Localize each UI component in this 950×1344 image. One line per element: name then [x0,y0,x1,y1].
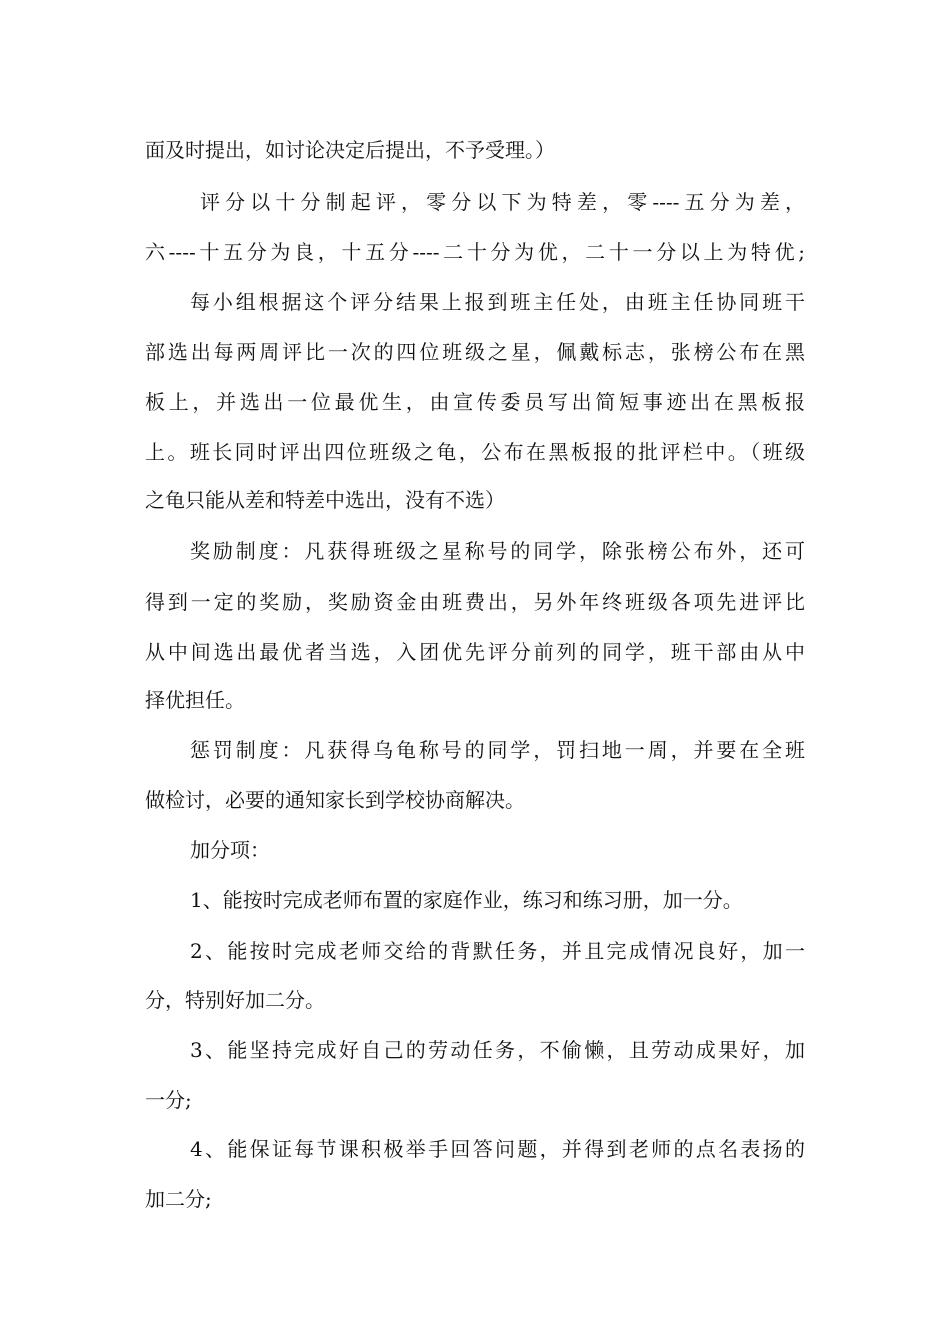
text-line: 部选出每两周评比一次的四位班级之星，佩戴标志，张榜公布在黑 [145,340,805,364]
text-line: 评分以十分制起评，零分以下为特差，零----五分为差， [200,190,805,214]
text-line: 奖励制度：凡获得班级之星称号的同学，除张榜公布外，还可 [190,539,805,563]
section-heading: 加分项： [190,838,270,862]
text-line: 一分; [145,1088,192,1112]
text-line: 六----十五分为良，十五分----二十分为优，二十一分以上为特优; [145,240,805,264]
list-item: 2、能按时完成老师交给的背默任务，并且完成情况良好，加一 [190,939,805,963]
text-line: 面及时提出，如讨论决定后提出，不予受理。） [145,138,555,162]
list-item: 3、能坚持完成好自己的劳动任务，不偷懒，且劳动成果好，加 [190,1038,805,1062]
text-line: 板上，并选出一位最优生，由宣传委员写出简短事迹出在黑板报 [145,390,805,414]
text-line: 分，特别好加二分。 [145,988,325,1012]
text-line: 从中间选出最优者当选，入团优先评分前列的同学，班干部由从中 [145,640,805,664]
text-line: 得到一定的奖励，奖励资金由班费出，另外年终班级各项先进评比 [145,590,805,614]
text-line: 上。班长同时评出四位班级之龟，公布在黑板报的批评栏中。（班级 [145,440,805,464]
text-line: 之龟只能从差和特差中选出，没有不选） [145,488,505,512]
text-line: 每小组根据这个评分结果上报到班主任处，由班主任协同班干 [190,290,805,314]
text-line: 择优担任。 [145,688,245,712]
text-line: 加二分; [145,1187,212,1211]
list-item: 1、能按时完成老师布置的家庭作业，练习和练习册，加一分。 [190,888,743,912]
list-item: 4、能保证每节课积极举手回答问题，并得到老师的点名表扬的 [190,1137,805,1161]
text-line: 做检讨，必要的通知家长到学校协商解决。 [145,788,525,812]
text-line: 惩罚制度：凡获得乌龟称号的同学，罚扫地一周，并要在全班 [190,738,805,762]
